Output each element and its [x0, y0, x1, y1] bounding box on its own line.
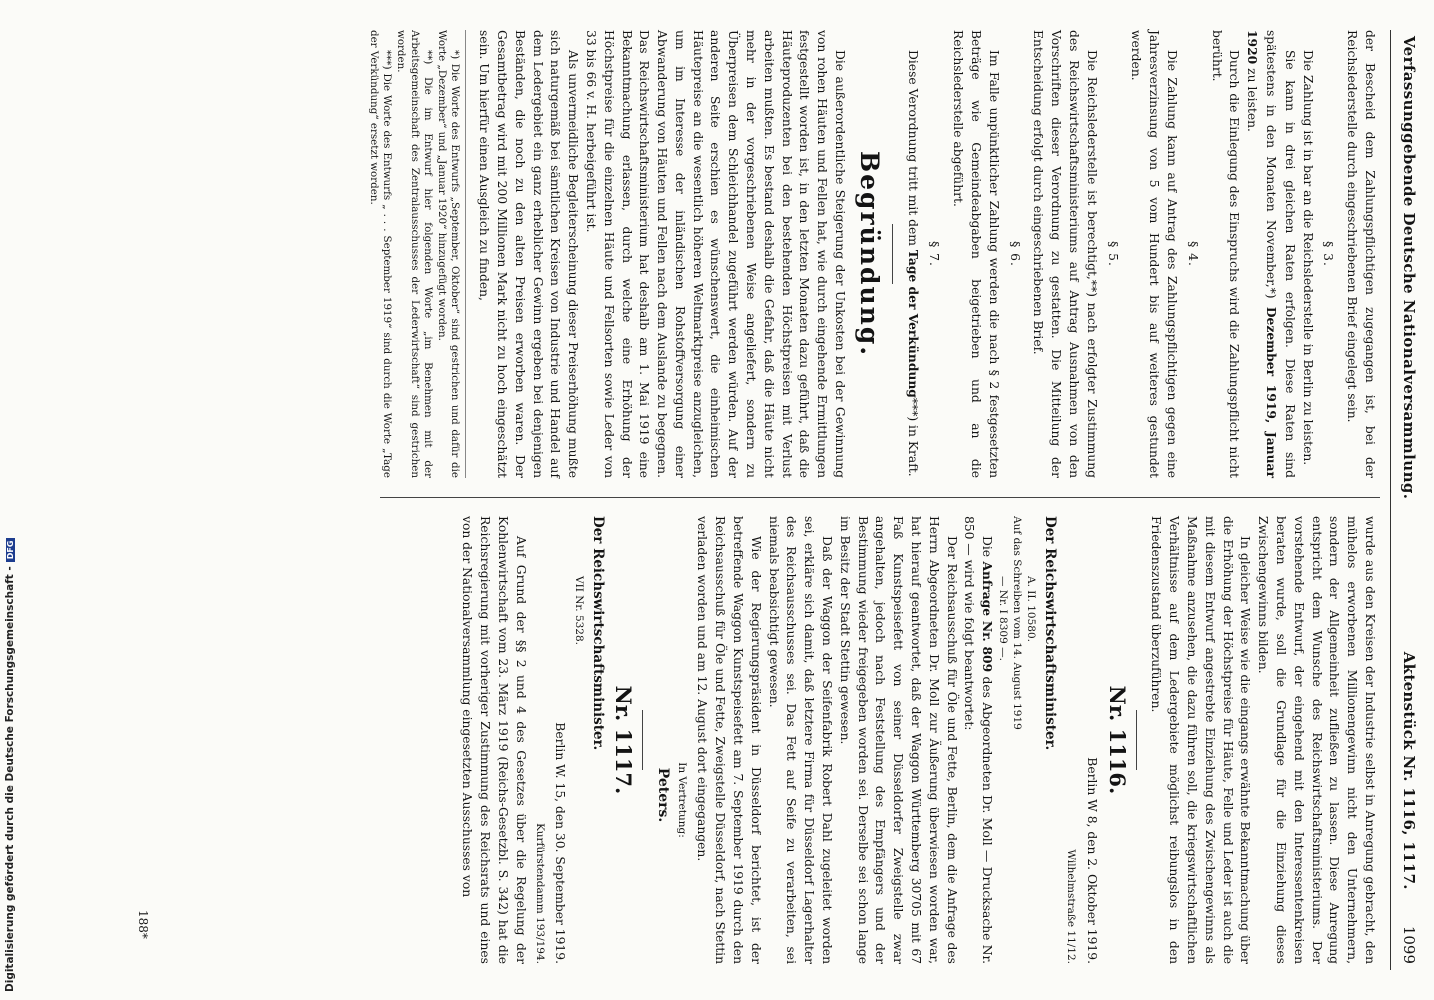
q-c: des Abgeordneten Dr. Moll — Drucksache Nr. 850 — wird wie folgt beantwortet:	[962, 516, 995, 964]
aktenstueck-numbers: Nr. 1116, 1117.	[1400, 755, 1418, 890]
anfrage-p3: Wie der Regierungspräsident in Düsseldorf berichtet, ist der betreffende Waggon Kunstspeisefett am 7. September 1919 durch den Reichsausschuß für Öle und Fette, Zweigstelle Düsseldorf, nach Stettin verladen worden und am 12. August dort eingegangen.	[695, 516, 763, 964]
s7-p1c: ***) in Kraft.	[905, 397, 920, 477]
ref-1117: VII Nr. 5328.	[573, 576, 586, 646]
left-column	[366, 30, 1378, 478]
header-title: Verfassunggebende Deutsche Nationalversammlung.	[1400, 36, 1418, 500]
credit-text: Digitalisierung gefördert durch die Deutsche Forschungsgemeinschaft -	[4, 566, 16, 992]
address-1117: Kurfürstendamm 193/194.	[533, 823, 546, 964]
footnote-1: *) Die Worte des Entwurfs „September, Oktober“ sind gestrichen und dafür die Worte „Dezember“ und „Januar 1920“ hinzugefügt worden.	[435, 30, 462, 478]
document-rule-2	[642, 710, 643, 770]
folio-mark: 188*	[136, 910, 150, 939]
dfg-logo: DFG	[6, 538, 15, 563]
intro-text: der Bescheid dem Zahlungspflichtigen zugegangen ist, bei der Reichslederstelle durch eingeschriebenen Brief eingelegt sein.	[1345, 30, 1377, 478]
section-4-p1: Die Zahlung kann auf Antrag des Zahlungspflichtigen gegen eine Jahresverzinsung von 5 vom Hundert bis auf weiteres gestundet werden.	[1129, 30, 1180, 478]
footnote-3: ***) Die Worte des Entwurfs „ . . . September 1919“ sind durch die Worte „Tage der Verkündung“ ersetzt worden.	[367, 30, 394, 478]
ref-1116: A. II. 10580.	[1025, 576, 1038, 642]
footnote-2: **) Die im Entwurf hier folgenden Worte „im Benehmen mit der Arbeitsgemeinschaft des Zentralausschusses der Lederwirtschaft“ sind gestrichen worden.	[394, 30, 435, 478]
nr1117-text: Auf Grund der §§ 2 und 4 des Gesetzes über die Regelung der Kohlenwirtschaft vom 23. März 1919 (Reichs-Gesetzbl. S. 342) hat die Reichsregierung mit vorheriger Zustimmung des Reichsrats und eines von der Nationalversammlung eingesetzten Ausschusses von	[460, 516, 528, 964]
section-7-p1	[903, 30, 922, 478]
date-1116: Berlin W 8, den 2. Oktober 1919.	[1084, 757, 1099, 964]
document-number-1117: Nr. 1117.	[610, 685, 636, 795]
aktenstueck-label: Aktenstück	[1400, 651, 1418, 750]
s7-p1b: Tage der Verkündung	[905, 249, 921, 398]
begruendung-p1: Die außerordentliche Steigerung der Unkosten bei der Gewinnung von rohen Häuten und Fellen hat, wie durch eingehende Ermittlungen festgestellt worden ist, in den letzten Monaten dazu geführt, daß die Häuteproduzenten bei den bestehenden Höchstpreisen mit Verlust arbeiten mußten. Es bestand deshalb die Gefahr, daß die Häute nicht mehr in der vorgeschriebenen Weise angeliefert, sondern zu Überpreisen dem Schleichhandel zugeführt werden würden. Auf der anderen Seite erschien es wünschenswert, die einheimischen Häutepreise an die wesentlich höheren Weltmarktpreise anzugleichen, um im Interesse der inländischen Rohstoffversorgung einer Abwanderung von Häuten und Fellen nach dem Auslande zu begegnen. Das Reichswirtschaftsministerium hat deshalb am 1. Mai 1919 eine Bekanntmachung erlassen, durch welche eine Erhöhung der Höchstpreise für die einzelnen Häute und Fellsorten sowie Leder von 33 bis 66 v. H. herbeigeführt ist.	[583, 30, 848, 478]
q-b: Anfrage Nr. 809	[980, 561, 996, 673]
section-3-title: § 3.	[1321, 241, 1336, 267]
section-rule	[892, 224, 893, 284]
document-number-1116: Nr. 1116.	[1104, 685, 1130, 795]
anfrage-intro	[960, 516, 997, 964]
s3-p2d: zu leisten.	[1245, 64, 1260, 132]
page-number: 1099	[1400, 925, 1418, 964]
ref-letter: Auf das Schreiben vom 14. August 1919	[1011, 516, 1024, 730]
representation-label: In Vertretung:	[675, 762, 688, 838]
address-1116: Wilhelmstraße 11/12.	[1065, 849, 1078, 964]
section-4-title: § 4.	[1185, 241, 1200, 267]
section-6-p1: Im Falle unpünktlicher Zahlung werden die nach § 2 festgesetzten Beträge wie Gemeindeabgaben beigetrieben und an die Reichslederstelle abgeführt.	[951, 30, 1001, 478]
continuation-text: wurde aus den Kreisen der Industrie selbst in Anregung gebracht, den mühelos erworbenen Millionengewinn nicht den Unternehmern, sondern der Allgemeinheit zufließen zu lassen. Diese Anregung entspricht dem Wunsche des Reichswirtschaftsministeriums. Der vorstehende Entwurf, der eingehend mit den Interessentenkreisen beraten wurde, soll die Grundlage für die Einziehung dieses Zwischengewinns bilden.	[1256, 516, 1377, 964]
section-3-p2	[1242, 30, 1297, 478]
page-header	[1390, 30, 1418, 970]
org-1116: Der Reichswirtschaftsminister.	[1042, 516, 1059, 751]
section-5-title: § 5.	[1105, 241, 1120, 267]
right-column	[457, 516, 1378, 964]
s3-p2b: Diese Raten sind spätestens in den Monaten November,*)	[1264, 30, 1297, 478]
org-1117: Der Reichswirtschaftsminister.	[590, 516, 607, 751]
date-1117: Berlin W. 15, den 30. September 1919.	[553, 722, 568, 964]
q-a: Die	[980, 536, 995, 562]
s3-p2a: Sie kann in drei gleichen Raten erfolgen.	[1282, 50, 1297, 348]
section-5-p1: Die Reichslederstelle ist berechtigt,**) nach erfolgter Zustimmung des Reichswirtschaftsministeriums auf Antrag Ausnahmen von den Vorschriften dieser Verordnung zu gestatten. Die Mitteilung der Entscheidung erfolgt durch eingeschriebenen Brief.	[1031, 30, 1099, 478]
begruendung-heading: Begründung.	[854, 150, 884, 358]
anfrage-p1: Der Reichsausschuß für Öle und Fette, Berlin, dem die Anfrage des Herrn Abgeordneten Dr. Moll zur Äußerung überwiesen worden war, hat hierauf geantwortet, daß der Waggon Württemberg 30705 mit 67 Faß Kunstspeisefett von seiner Düsseldorfer Zweigstelle zwar angehalten, jedoch nach Feststellung des Empfängers und der Bestimmung wieder freigegeben worden sei. Derselbe sei schon lange im Besitz der Stadt Stettin gewesen.	[837, 516, 959, 964]
section-3-p3: Durch die Einlegung des Einspruchs wird die Zahlungspflicht nicht berührt.	[1209, 30, 1242, 478]
column-divider	[380, 497, 1380, 498]
document-rule	[1136, 710, 1137, 770]
anfrage-p2: Daß der Waggon der Seifenfabrik Robert Dahl zugeleitet worden sei, erkläre sich damit, daß letztere Firma für Düsseldorf Lagerhalter des Reichsausschusses sei. Das Fett auf Seife zu verarbeiten, sei niemals beabsichtigt gewesen.	[766, 516, 835, 964]
header-aktenstueck	[1400, 652, 1418, 890]
section-3-p1: Die Zahlung ist in bar an die Reichslederstelle in Berlin zu leisten.	[1300, 50, 1315, 466]
begruendung-p2: Als unvermeidliche Begleiterscheinung dieser Preiserhöhung mußte sich naturgemäß bei sämtlichen Kreisen von Industrie und Handel auf dem Ledergebiet ein ganz erheblicher Gewinn ergeben bei denjenigen Beständen, die noch zu den alten Preisen erworben waren. Der Gesamtbetrag wird mit 200 Millionen Mark nicht zu hoch eingeschätzt sein. Um hierfür einen Ausgleich zu finden,	[477, 30, 581, 478]
section-7-title: § 7.	[927, 241, 942, 267]
rotated-document	[100, 30, 1418, 970]
s3-p2c: Dezember 1919, Januar 1920	[1245, 30, 1280, 478]
section-6-title: § 6.	[1007, 241, 1022, 267]
digitization-credit	[4, 2, 16, 992]
signer-name: Peters.	[654, 767, 671, 823]
continuation-text-2: In gleicher Weise wie die eingangs erwähnte Bekanntmachung über die Erhöhung der Höchstpreise für Häute, Felle und Leder ist auch die mit diesem Entwurf angestrebte Einziehung des Zwischengewinns als Maßnahme anzusehen, die dazu führen soll, die kriegswirtschaftlichen Verhältnisse auf dem Ledergebiete möglichst reibungslos in den Friedenszustand überzuführen.	[1149, 516, 1253, 964]
s7-p1a: Diese Verordnung tritt mit dem	[905, 50, 920, 250]
footnotes	[366, 30, 466, 478]
ref-number: — Nr. I 8309 —.	[997, 576, 1010, 661]
